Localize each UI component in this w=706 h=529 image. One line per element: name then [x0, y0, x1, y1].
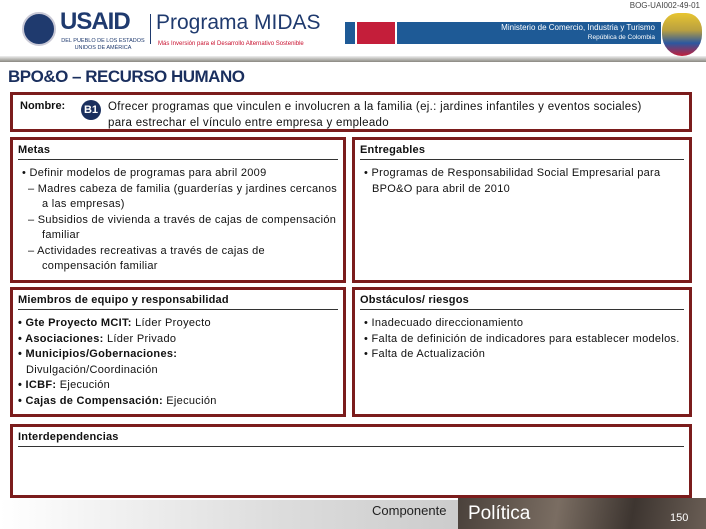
- ministry-name: Ministerio de Comercio, Industria y Turismo: [501, 23, 655, 32]
- member-role: Ejecución: [162, 394, 217, 407]
- interdependencias-section: [10, 424, 692, 498]
- country-name: República de Colombia: [587, 34, 655, 41]
- logo-divider: [150, 14, 151, 44]
- list-item: • Inadecuado direccionamiento: [364, 317, 524, 329]
- member-role: Ejecución: [56, 379, 111, 391]
- member-role: Líder Proyecto: [131, 317, 211, 329]
- list-item: [18, 347, 338, 378]
- member-role: Divulgación/Coordinación: [26, 363, 158, 376]
- member-name: • Municipios/Gobernaciones:: [18, 348, 178, 360]
- interdependencias-heading: Interdependencias: [18, 431, 684, 447]
- metas-section: [10, 137, 346, 283]
- member-name: • ICBF:: [18, 379, 57, 391]
- entregables-heading: Entregables: [360, 144, 684, 160]
- flag-stripe: [345, 22, 355, 44]
- nombre-box: [10, 92, 692, 132]
- list-item: [18, 316, 338, 332]
- list-item: – Subsidios de vivienda a través de cajas de compensación familiar: [28, 213, 337, 241]
- metas-heading: Metas: [18, 144, 338, 160]
- list-item: [18, 332, 338, 348]
- doc-code: BOG-UAI002-49-01: [629, 1, 700, 10]
- obstaculos-heading: Obstáculos/ riesgos: [360, 294, 684, 310]
- nombre-label: Nombre:: [20, 100, 66, 112]
- header-divider: [0, 56, 706, 62]
- flag-stripe: [357, 22, 395, 44]
- entregables-section: [352, 137, 692, 283]
- list-item: [18, 378, 338, 394]
- usaid-logo: USAID: [60, 8, 130, 35]
- page-number: 150: [670, 512, 689, 524]
- program-name: Programa MIDAS: [156, 11, 321, 34]
- list-item: [18, 394, 338, 410]
- member-name: • Gte Proyecto MCIT:: [18, 317, 132, 329]
- component-label: Componente: [372, 503, 447, 518]
- colombia-crest-icon: [662, 13, 702, 56]
- program-subtitle: Más Inversión para el Desarrollo Alternativo Sostenible: [158, 41, 304, 47]
- member-name: • Asociaciones:: [18, 332, 104, 345]
- header: [0, 0, 706, 58]
- list-item: • Falta de Actualización: [364, 348, 486, 360]
- miembros-section: [10, 287, 346, 417]
- component-name: Política: [468, 503, 531, 524]
- list-item: • Definir modelos de programas para abril 2009: [22, 167, 267, 179]
- usaid-subtitle: DEL PUEBLO DE LOS ESTADOS UNIDOS DE AMÉRICA: [61, 38, 145, 51]
- usaid-seal-icon: [22, 12, 56, 46]
- member-role: Líder Privado: [103, 332, 177, 345]
- member-name: • Cajas de Compensación:: [18, 394, 163, 407]
- miembros-heading: Miembros de equipo y responsabilidad: [18, 294, 338, 310]
- obstaculos-section: [352, 287, 692, 417]
- page-title: BPO&O – RECURSO HUMANO: [8, 67, 245, 86]
- ministry-banner: [397, 22, 661, 44]
- list-item: – Madres cabeza de familia (guarderías y jardines cercanos a las empresas): [28, 182, 338, 210]
- list-item: • Programas de Responsabilidad Social Empresarial para BPO&O para abril de 2010: [364, 167, 661, 195]
- badge: B1: [81, 100, 101, 120]
- list-item: – Actividades recreativas a través de cajas de compensación familiar: [28, 244, 265, 272]
- list-item: • Falta de definición de indicadores para establecer modelos.: [364, 332, 680, 345]
- nombre-text: Ofrecer programas que vinculen e involucren a la familia (ej.: jardines infantiles y eventos sociales) para estrechar el vínculo entre empresa y empleado: [108, 101, 642, 129]
